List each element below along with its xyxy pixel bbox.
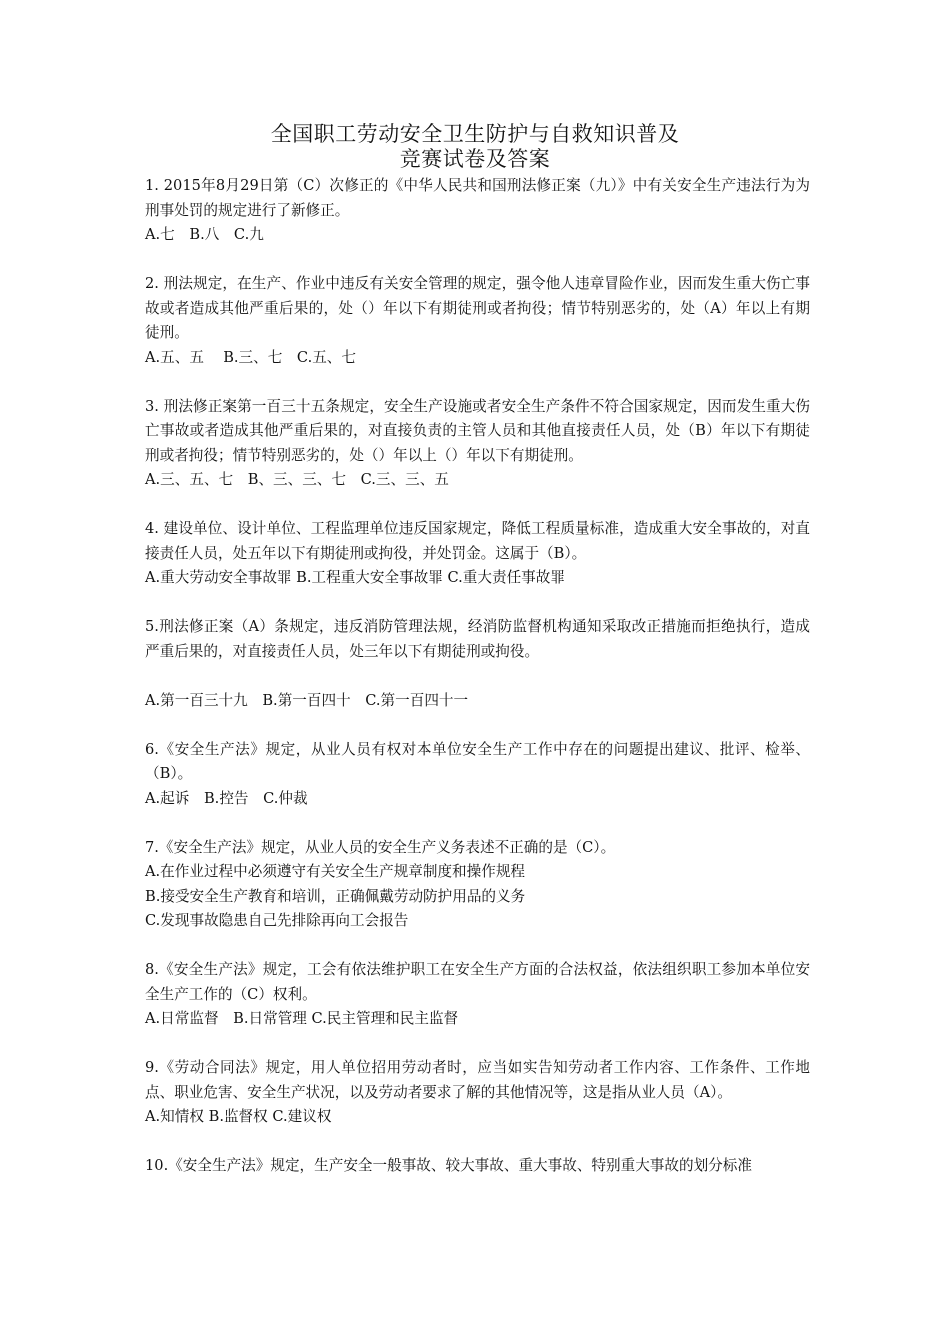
question-item [145,1154,810,1179]
question-options: A.第一百三十九 B.第一百四十 C.第一百四十一 [145,691,469,709]
question-item [145,958,810,1032]
question-options: A.七 B.八 C.九 [145,226,264,243]
question-options: A.日常监督 B.日常管理 C.民主管理和民主监督 [145,1010,459,1027]
question-options: A.三、五、七 B、三、三、七 C.三、三、五 [145,471,449,488]
question-stem: 6.《安全生产法》规定，从业人员有权对本单位安全生产工作中存在的问题提出建议、批评、检举、（B）。 [145,740,810,782]
question-item [145,738,810,812]
question-stem: 3. 刑法修正案第一百三十五条规定，安全生产设施或者安全生产条件不符合国家规定，因而发生重大伤亡事故或者造成其他严重后果的，对直接负责的主管人员和其他直接责任人员，处（B）年以下有期徒刑或者拘役；情节特别恶劣的，处（）年以上（）年以下有期徒刑。 [145,397,810,464]
question-options: A.重大劳动安全事故罪 B.工程重大安全事故罪 C.重大责任事故罪 [145,569,565,586]
question-stem: 1. 2015年8月29日第（C）次修正的《中华人民共和国刑法修正案（九）》中有关安全生产违法行为为刑事处罚的规定进行了新修正。 [145,177,810,219]
title-line-2: 竞赛试卷及答案 [399,147,551,171]
question-stem: 9.《劳动合同法》规定，用人单位招用劳动者时，应当如实告知劳动者工作内容、工作条件、工作地点、职业危害、安全生产状况，以及劳动者要求了解的其他情况等，这是指从业人员（A）。 [145,1059,810,1101]
question-options: A.知情权 B.监督权 C.建议权 [145,1108,332,1125]
question-stem: 4. 建设单位、设计单位、工程监理单位违反国家规定，降低工程质量标准，造成重大安全事故的，对直接责任人员，处五年以下有期徒刑或拘役，并处罚金。这属于（B）。 [145,520,810,562]
question-stem: 7.《安全生产法》规定，从业人员的安全生产义务表述不正确的是（C）。 [145,838,616,856]
title-line-1: 全国职工劳动安全卫生防护与自救知识普及 [270,122,680,146]
question-item [145,1056,810,1130]
document-title [145,122,805,172]
question-item [145,836,810,934]
question-item [145,272,810,370]
blank-line [145,664,810,689]
question-options: A.五、五 B.三、七 C.五、七 [145,348,356,366]
question-item [145,615,810,713]
question-option-c: C.发现事故隐患自己先排除再向工会报告 [145,912,409,929]
question-option-a: A.在作业过程中必须遵守有关安全生产规章制度和操作规程 [145,863,526,880]
question-item [145,174,810,248]
question-stem: 5.刑法修正案（A）条规定，违反消防管理法规，经消防监督机构通知采取改正措施而拒绝执行，造成严重后果的，对直接责任人员，处三年以下有期徒刑或拘役。 [145,618,810,660]
question-stem: 8.《安全生产法》规定，工会有依法维护职工在安全生产方面的合法权益，依法组织职工参加本单位安全生产工作的（C）权利。 [145,961,810,1003]
question-item [145,517,810,591]
question-option-b: B.接受安全生产教育和培训，正确佩戴劳动防护用品的义务 [145,887,526,905]
question-stem: 10.《安全生产法》规定，生产安全一般事故、较大事故、重大事故、特别重大事故的划分标准 [145,1157,752,1174]
question-list [145,174,810,1203]
question-options: A.起诉 B.控告 C.仲裁 [145,789,308,807]
question-item [145,395,810,493]
question-stem: 2. 刑法规定，在生产、作业中违反有关安全管理的规定，强令他人违章冒险作业，因而发生重大伤亡事故或者造成其他严重后果的，处（）年以下有期徒刑或者拘役；情节特别恶劣的，处（A）年以上有期徒刑。 [145,275,810,341]
